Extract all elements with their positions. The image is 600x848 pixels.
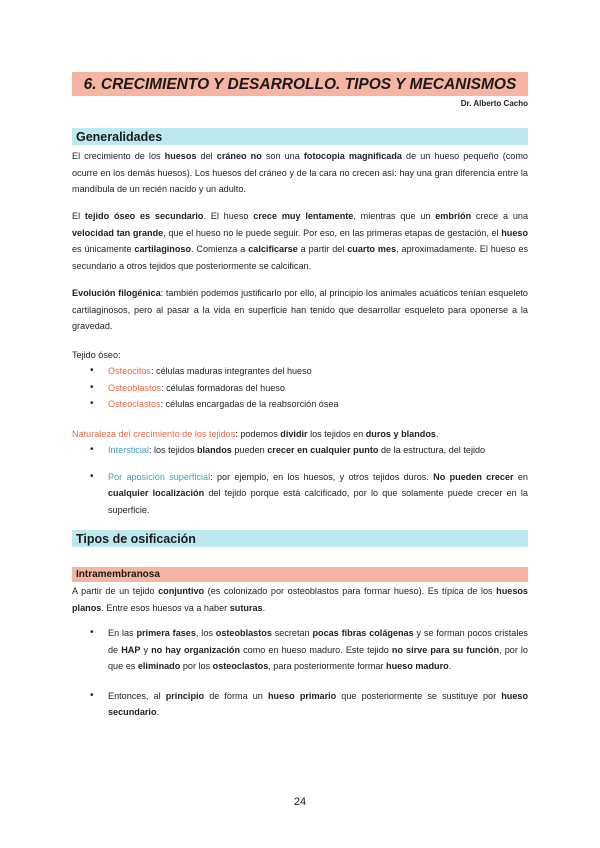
tejido-oseo-label: Tejido óseo: <box>72 350 121 360</box>
intramembranosa-list <box>90 625 528 721</box>
author-name: Dr. Alberto Cacho <box>460 99 528 108</box>
paragraph-naturaleza: Naturaleza del crecimiento de los tejidos: podemos dividir los tejidos en duros y blandos. <box>72 429 439 439</box>
list-item: • Osteocitos: células maduras integrantes del hueso <box>90 363 528 380</box>
page-number: 24 <box>293 796 307 808</box>
list-item: • Entonces, al principio de forma un hueso primario que posteriormente se sustituye por hueso secundario. <box>90 688 528 721</box>
list-item: • Intersticial: los tejidos blandos pueden crecer en cualquier punto de la estructura, del tejido <box>90 442 528 459</box>
list-item: • Por aposición superficial: por ejemplo, en los huesos, y otros tejidos duros. No pueden crecer en cualquier localización del tejido porque está calcificado, por lo que solamente puede crecer en la superficie. <box>90 469 528 519</box>
tejido-oseo-list <box>90 363 528 413</box>
paragraph-tejido-secundario: El tejido óseo es secundario. El hueso crece muy lentamente, mientras que un embrión crece a una velocidad tan grande, que el hueso no le puede seguir. Por eso, en las primeras etapas de gestación, el hueso es únicamente cartilaginoso. Comienza a calcificarse a partir del cuarto mes, aproximadamente. El hueso es secundario a otros tejidos que posteriormente se calcifican. <box>72 211 529 271</box>
list-item: • Osteoblastos: células formadoras del hueso <box>90 380 528 397</box>
section-heading-generalidades: Generalidades <box>72 128 528 145</box>
list-item: • En las primera fases, los osteoblastos secretan pocas fibras colágenas y se forman pocos cristales de HAP y no hay organización como en hueso maduro. Este tejido no sirve para su función, por lo que es eliminado por los osteoclastos, para posteriormente formar hueso maduro. <box>90 625 528 675</box>
subsection-heading-intramembranosa: Intramembranosa <box>72 567 528 582</box>
chapter-title: 6. CRECIMIENTO Y DESARROLLO. TIPOS Y MECANISMOS <box>72 72 528 96</box>
paragraph-evolucion: Evolución filogénica: también podemos justificarlo por ello, al principio los animales acuáticos tenían esqueleto cartilaginosos, pero al pasar a la vida en superficie han tenido que desarrollar esqueleto para oponerse a la gravedad. <box>72 288 528 332</box>
naturaleza-list <box>90 442 528 518</box>
section-heading-tipos-osificacion: Tipos de osificación <box>72 530 528 547</box>
paragraph-intramembranosa: A partir de un tejido conjuntivo (es colonizado por osteoblastos para formar hueso). Es típica de los huesos planos. Entre esos huesos va a haber suturas. <box>72 586 528 613</box>
list-item: • Osteoclastos: células encargadas de la reabsorción ósea <box>90 396 528 413</box>
paragraph-crecimiento: El crecimiento de los huesos del cráneo no son una fotocopia magnificada de un hueso pequeño (como ocurre en los demás huesos). Los huesos del cráneo y de la cara no crecen así: hay una gran diferencia entre la mandíbula de un recién nacido y un adulto. <box>72 151 528 195</box>
